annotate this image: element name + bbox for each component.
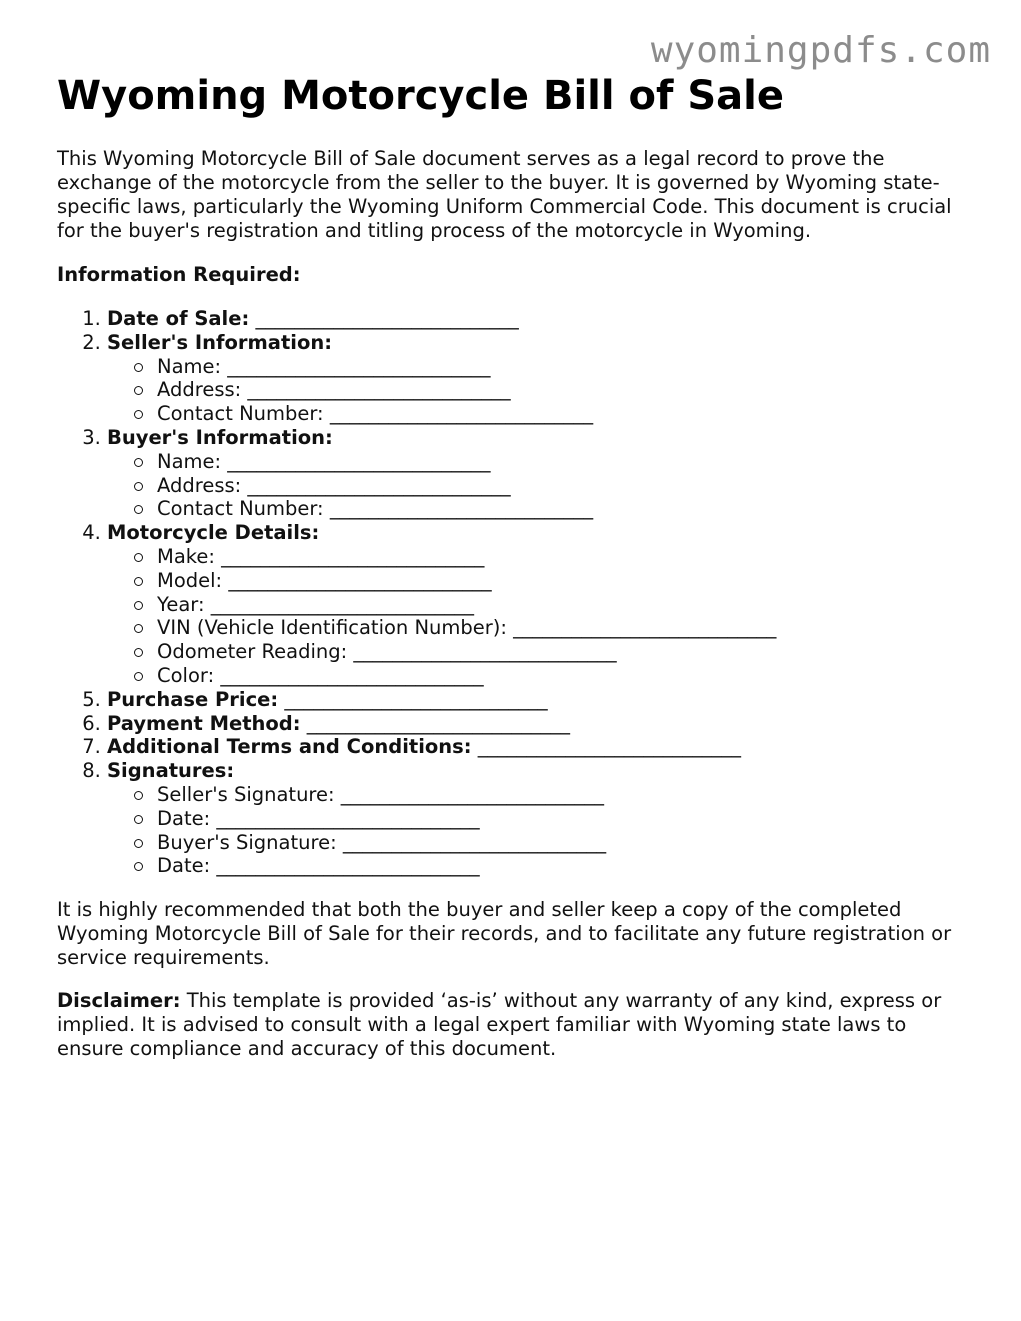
bullet-icon [134, 624, 143, 633]
list-item-payment-method [107, 712, 776, 736]
bullet-icon [134, 363, 143, 372]
odometer-reading-field[interactable]: Odometer Reading: ___________________________ [157, 640, 776, 664]
buyer-name-field[interactable]: Name: ___________________________ [157, 450, 776, 474]
seller-signature-date-field[interactable]: Date: ___________________________ [157, 807, 776, 831]
list-item-seller-information [107, 331, 776, 426]
bullet-icon [134, 839, 143, 848]
bullet-icon [134, 577, 143, 586]
watermark: wyomingpdfs.com [650, 30, 991, 71]
bullet-icon [134, 410, 143, 419]
bullet-icon [134, 458, 143, 467]
bullet-icon [134, 791, 143, 800]
page-title: Wyoming Motorcycle Bill of Sale [57, 73, 784, 119]
buyer-address-field[interactable]: Address: ___________________________ [157, 474, 776, 498]
seller-signature-field[interactable]: Seller's Signature: ___________________________ [157, 783, 776, 807]
seller-address-field[interactable]: Address: ___________________________ [157, 378, 776, 402]
list-item-motorcycle-details [107, 521, 776, 688]
bullet-icon [134, 553, 143, 562]
additional-terms-field[interactable]: ___________________________ [471, 735, 742, 759]
bullet-icon [134, 386, 143, 395]
bullet-icon [134, 648, 143, 657]
list-item-signatures [107, 759, 776, 878]
payment-method-field[interactable]: ___________________________ [300, 711, 571, 735]
required-items-list [57, 307, 776, 878]
information-required-heading: Information Required: [57, 263, 301, 286]
list-item-additional-terms [107, 735, 776, 759]
item-label: Motorcycle Details: [107, 521, 320, 545]
bullet-icon [134, 815, 143, 824]
recommendation-paragraph: It is highly recommended that both the buyer and seller keep a copy of the completed Wyoming Motorcycle Bill of Sale for their records, and to facilitate any future registration or service requirements. [57, 898, 952, 969]
disclaimer-label: Disclaimer: [57, 989, 181, 1012]
buyer-fields-list [107, 450, 776, 521]
item-label: Date of Sale: [107, 307, 250, 330]
bullet-icon [134, 672, 143, 681]
item-label: Payment Method: [107, 711, 301, 735]
seller-name-field[interactable]: Name: ___________________________ [157, 355, 776, 379]
model-field[interactable]: Model: ___________________________ [157, 569, 776, 593]
color-field[interactable]: Color: ___________________________ [157, 664, 776, 688]
bullet-icon [134, 601, 143, 610]
list-item-date-of-sale [107, 307, 776, 331]
bullet-icon [134, 482, 143, 491]
disclaimer-text: This template is provided ‘as-is’ without any warranty of any kind, express or implied. It is advised to consult with a legal expert familiar with Wyoming state laws to ensure compliance and accuracy of this document. [57, 989, 942, 1060]
seller-fields-list [107, 355, 776, 426]
signature-fields-list [107, 783, 776, 878]
item-label: Purchase Price: [107, 687, 279, 711]
make-field[interactable]: Make: ___________________________ [157, 545, 776, 569]
motorcycle-fields-list [107, 545, 776, 688]
bullet-icon [134, 505, 143, 514]
year-field[interactable]: Year: ___________________________ [157, 593, 776, 617]
item-label: Buyer's Information: [107, 425, 333, 449]
item-label: Signatures: [107, 759, 235, 783]
list-item-buyer-information [107, 426, 776, 521]
date-of-sale-field[interactable]: ___________________________ [249, 307, 519, 330]
disclaimer-paragraph [57, 989, 972, 1061]
item-label: Additional Terms and Conditions: [107, 735, 472, 759]
list-item-purchase-price [107, 688, 776, 712]
bullet-icon [134, 862, 143, 871]
seller-contact-number-field[interactable]: Contact Number: ___________________________ [157, 402, 776, 426]
buyer-signature-field[interactable]: Buyer's Signature: ___________________________ [157, 831, 776, 855]
purchase-price-field[interactable]: ___________________________ [278, 687, 548, 711]
buyer-signature-date-field[interactable]: Date: ___________________________ [157, 854, 776, 878]
intro-paragraph: This Wyoming Motorcycle Bill of Sale document serves as a legal record to prove the exchange of the motorcycle from the seller to the buyer. It is governed by Wyoming state-specific laws, particularly the Wyoming Uniform Commercial Code. This document is crucial for the buyer's registration and titling process of the motorcycle in Wyoming. [57, 147, 952, 242]
buyer-contact-number-field[interactable]: Contact Number: ___________________________ [157, 497, 776, 521]
vin-field[interactable]: VIN (Vehicle Identification Number): ___________________________ [157, 616, 776, 640]
item-label: Seller's Information: [107, 330, 333, 354]
